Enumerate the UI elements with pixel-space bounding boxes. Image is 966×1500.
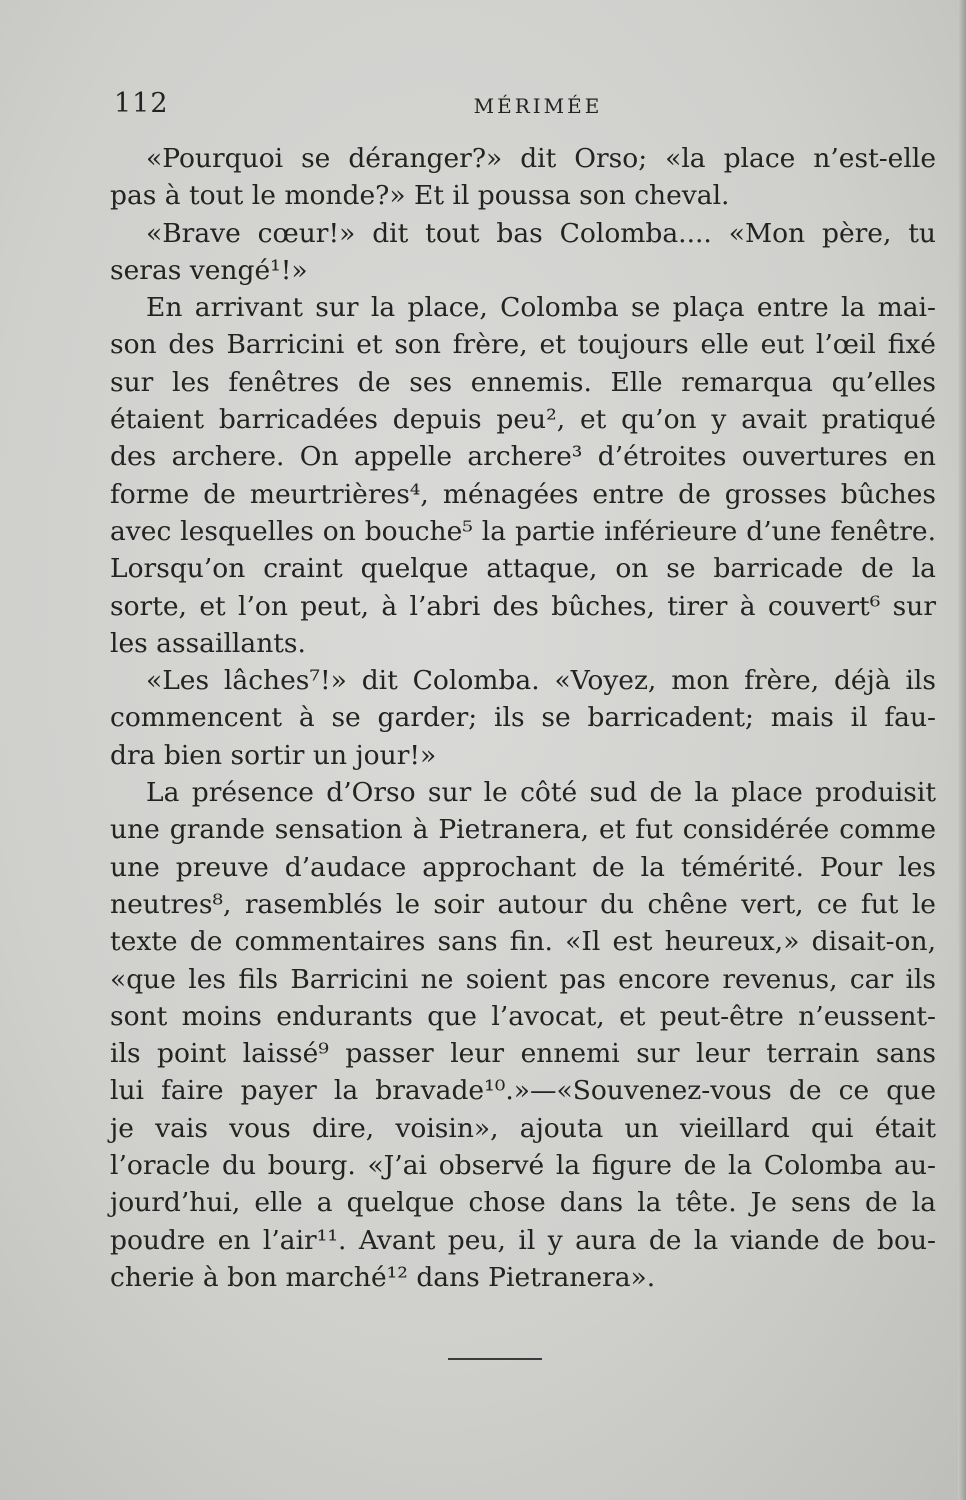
text-line: sur les fenêtres de ses ennemis. Elle remarqua qu’elles [110,366,936,398]
text-line: commencent à se garder; ils se barricadent; mais il fau- [110,702,936,734]
text-line: avec lesquelles on bouche⁵ la partie inférieure d’une fenêtre. [110,515,936,547]
text-line: «Pourquoi se déranger?» dit Orso; «la place n’est-elle [146,143,936,174]
text-line: ils point laissé⁹ passer leur ennemi sur leur terrain sans [110,1038,936,1070]
page-edge [958,0,966,1500]
text-line: je vais vous dire, voisin», ajouta un vieillard qui était [110,1112,936,1144]
text-line: neutres⁸, rasemblés le soir autour du chêne vert, ce fut le [110,888,936,920]
page-number: 112 [114,88,169,119]
text-line: une preuve d’audace approchant de la témérité. Pour les [110,851,936,883]
text-line: Lorsqu’on craint quelque attaque, on se barricade de la [110,553,936,585]
body-text [110,140,936,1296]
text-line: pas à tout le monde?» Et il poussa son cheval. [110,180,730,212]
text-line: étaient barricadées depuis peu², et qu’on y avait pratiqué [110,404,936,436]
text-line: forme de meurtrières⁴, ménagées entre de grosses bûches [110,478,936,510]
text-line: lui faire payer la bravade¹⁰.»—«Souvenez-vous de ce que [110,1075,936,1107]
text-line: En arrivant sur la place, Colomba se plaça entre la mai- [146,292,936,324]
text-line: texte de commentaires sans fin. «Il est heureux,» disait-on, [110,926,936,958]
text-line: «Brave cœur!» dit tout bas Colomba.... «Mon père, tu [146,217,936,249]
end-rule [448,1358,542,1360]
text-line: sorte, et l’on peut, à l’abri des bûches, tirer à couvert⁶ sur [110,590,936,622]
text-line: sont moins endurants que l’avocat, et peut-être n’eussent- [110,1000,936,1032]
text-line: dra bien sortir un jour!» [110,739,437,771]
text-line: une grande sensation à Pietranera, et fut considérée comme [110,814,936,846]
text-line: poudre en l’air¹¹. Avant peu, il y aura de la viande de bou- [110,1224,936,1256]
running-head: MÉRIMÉE [473,94,603,118]
page-header [112,88,934,124]
text-line: l’oracle du bourg. «J’ai observé la figure de la Colomba au- [110,1150,936,1182]
text-line: cherie à bon marché¹² dans Pietranera». [110,1261,656,1293]
text-line: seras vengé¹!» [110,254,308,286]
text-line: «que les fils Barricini ne soient pas encore revenus, car ils [110,963,936,995]
text-line: son des Barricini et son frère, et toujours elle eut l’œil fixé [110,329,936,361]
text-line: des archere. On appelle archere³ d’étroites ouvertures en [110,441,936,473]
text-line: les assaillants. [110,627,306,659]
text-line: jourd’hui, elle a quelque chose dans la tête. Je sens de la [110,1187,936,1219]
text-line: La présence d’Orso sur le côté sud de la place produisit [146,777,936,809]
text-line: «Les lâches⁷!» dit Colomba. «Voyez, mon frère, déjà ils [146,665,936,697]
